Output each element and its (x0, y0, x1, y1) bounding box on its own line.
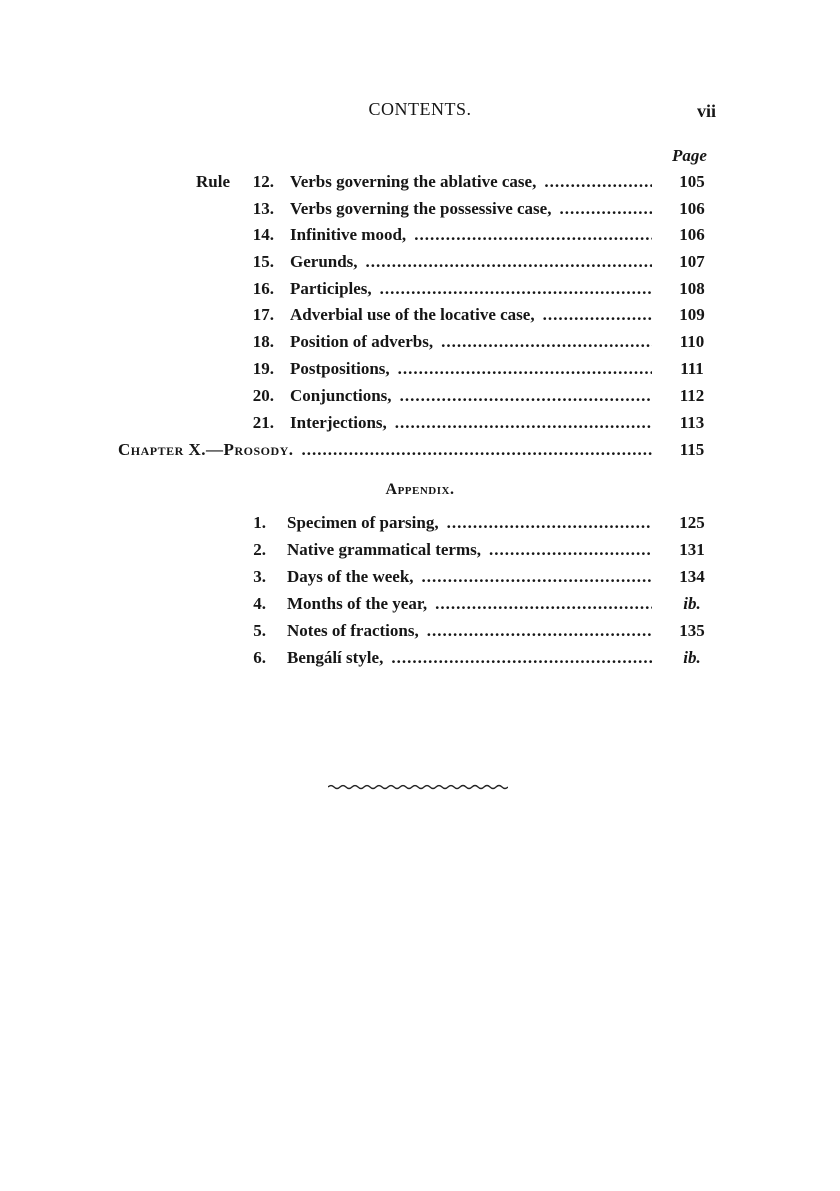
entry-page: 135 (679, 621, 705, 640)
dot-leader (380, 275, 652, 302)
dot-leader (414, 221, 652, 248)
toc-entry-rule-19 (0, 355, 840, 382)
entry-page: 113 (679, 413, 705, 432)
entry-page: 115 (679, 440, 705, 459)
wavy-rule-ornament (328, 782, 508, 792)
entry-number: 16. (252, 279, 274, 298)
entry-title: Notes of fractions, (287, 621, 419, 640)
entry-title: Months of the year, (287, 594, 428, 613)
entry-number: 12. (252, 172, 274, 191)
entry-page: 106 (679, 225, 705, 244)
toc-entry-appendix-4 (0, 590, 840, 617)
dot-leader (435, 590, 652, 617)
entry-number: 3. (253, 567, 266, 586)
entry-title: Adverbial use of the locative case, (290, 305, 535, 324)
chapter-title: Chapter X.—Prosody. (118, 440, 294, 459)
entry-title: Verbs governing the possessive case, (290, 199, 552, 218)
entry-page: 134 (679, 567, 705, 586)
entry-title: Native grammatical terms, (287, 540, 482, 559)
entry-page: ib. (683, 648, 701, 667)
entry-page: ib. (683, 594, 701, 613)
entry-title: Position of adverbs, (290, 332, 434, 351)
entry-title: Gerunds, (290, 252, 358, 271)
entry-title: Days of the week, (287, 567, 414, 586)
entry-page: 106 (679, 199, 705, 218)
entry-page: 109 (679, 305, 705, 324)
dot-leader (427, 617, 652, 644)
page-column-label: Page (672, 146, 707, 165)
entry-number: 17. (252, 305, 274, 324)
entry-number: 6. (253, 648, 266, 667)
toc-entry-rule-21 (0, 409, 840, 436)
toc-entry-appendix-6 (0, 644, 840, 671)
entry-title: Postpositions, (290, 359, 390, 378)
entry-title: Participles, (290, 279, 372, 298)
entry-number: 15. (252, 252, 274, 271)
dot-leader (398, 355, 652, 382)
dot-leader (447, 509, 652, 536)
entry-page: 125 (679, 513, 705, 532)
rule-prefix: Rule (196, 172, 230, 191)
entry-title: Verbs governing the ablative case, (290, 172, 537, 191)
entry-number: 5. (253, 621, 266, 640)
dot-leader (366, 248, 652, 275)
dot-leader (543, 301, 652, 328)
entry-number: 1. (253, 513, 266, 532)
dot-leader (544, 168, 652, 195)
toc-entry-rule-12 (0, 168, 840, 195)
toc-entry-rule-13 (0, 195, 840, 222)
toc-entry-rule-18 (0, 328, 840, 355)
dot-leader (422, 563, 652, 590)
entry-number: 19. (252, 359, 274, 378)
entry-number: 21. (252, 413, 274, 432)
entry-title: Bengálí style, (287, 648, 384, 667)
entry-title: Infinitive mood, (290, 225, 407, 244)
running-title: CONTENTS. (368, 99, 472, 119)
entry-page: 108 (679, 279, 705, 298)
toc-entry-rule-16 (0, 275, 840, 302)
toc-entry-rule-20 (0, 382, 840, 409)
appendix-heading: Appendix. (385, 481, 455, 498)
toc-entry-appendix-1 (0, 509, 840, 536)
toc-entry-chapter (0, 436, 840, 463)
toc-entry-rule-14 (0, 221, 840, 248)
dot-leader (489, 536, 652, 563)
dot-leader (400, 382, 652, 409)
entry-number: 4. (253, 594, 266, 613)
entry-page: 105 (679, 172, 705, 191)
entry-page: 131 (679, 540, 705, 559)
page-number: vii (697, 101, 717, 121)
toc-entry-appendix-5 (0, 617, 840, 644)
entry-number: 18. (252, 332, 274, 351)
dot-leader (441, 328, 652, 355)
entry-number: 20. (252, 386, 274, 405)
entry-title: Interjections, (290, 413, 387, 432)
toc-entry-appendix-2 (0, 536, 840, 563)
entry-page: 111 (680, 359, 704, 378)
entry-number: 14. (252, 225, 274, 244)
dot-leader (559, 195, 652, 222)
entry-number: 2. (253, 540, 266, 559)
toc-entry-rule-15 (0, 248, 840, 275)
entry-number: 13. (252, 199, 274, 218)
entry-page: 107 (679, 252, 705, 271)
toc-entry-appendix-3 (0, 563, 840, 590)
toc-entry-rule-17 (0, 301, 840, 328)
dot-leader (302, 436, 652, 463)
entry-title: Specimen of parsing, (287, 513, 439, 532)
entry-page: 112 (679, 386, 705, 405)
dot-leader (395, 409, 652, 436)
entry-page: 110 (679, 332, 705, 351)
dot-leader (391, 644, 652, 671)
entry-title: Conjunctions, (290, 386, 392, 405)
